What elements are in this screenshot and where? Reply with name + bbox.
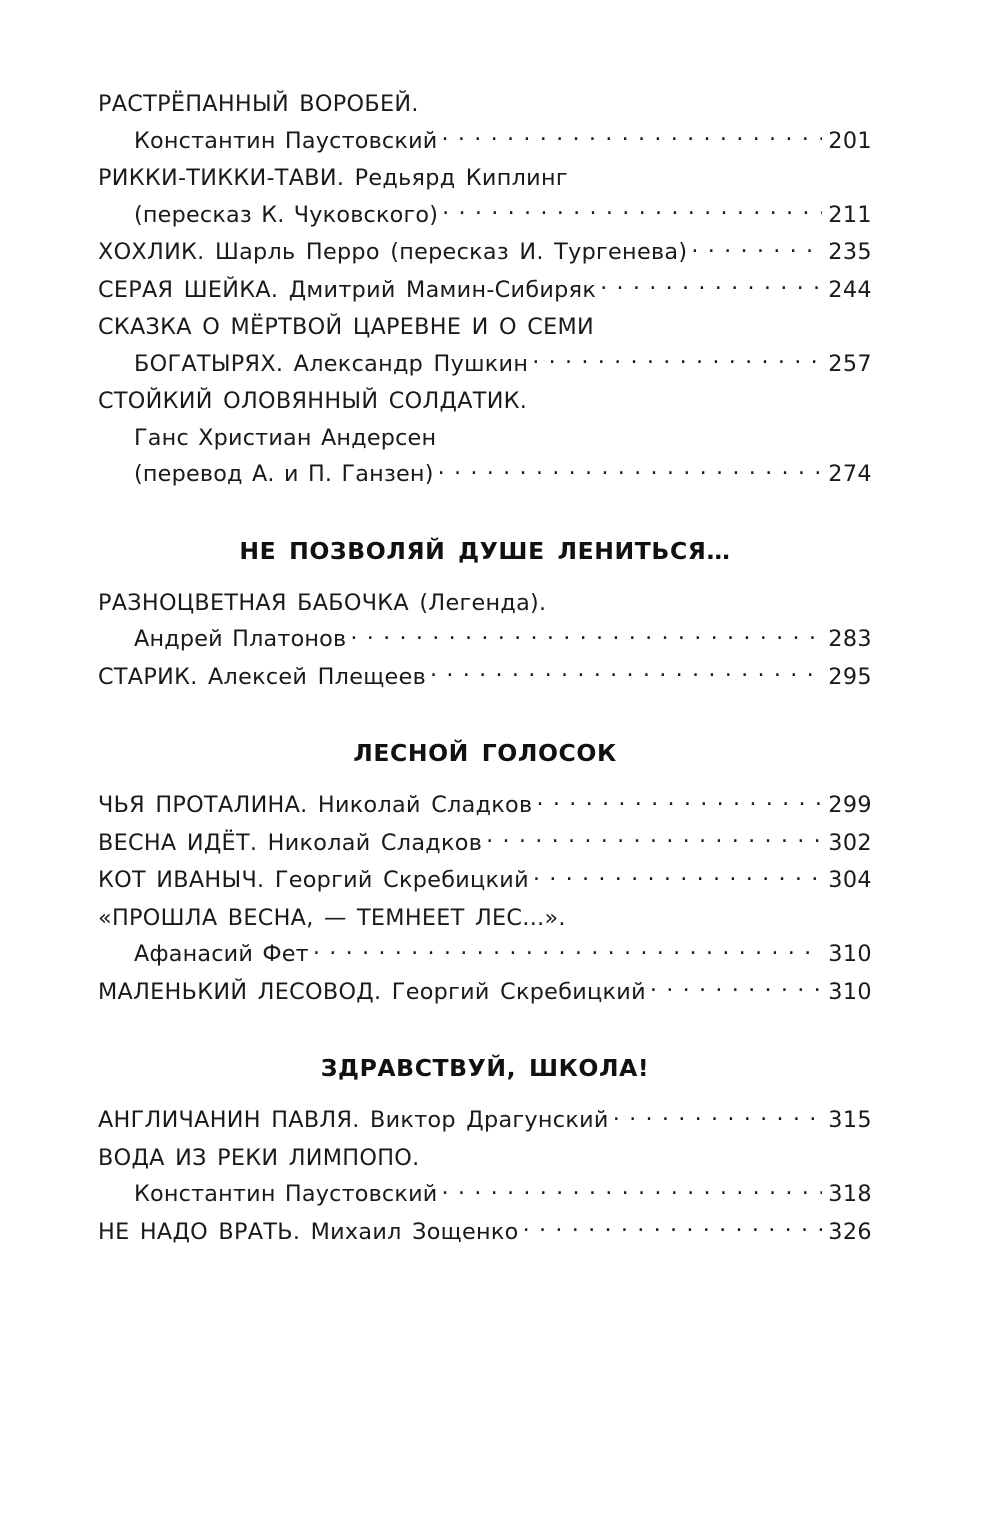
toc-entry-title: ЧЬЯ ПРОТАЛИНА. Николай Сладков	[98, 792, 533, 818]
dot-leader	[350, 624, 822, 646]
toc-entry-line	[98, 160, 872, 197]
toc-entry-line	[98, 86, 872, 123]
toc-page-number: 310	[828, 978, 872, 1005]
dot-leader	[430, 662, 822, 684]
toc-page-number: 201	[828, 127, 872, 154]
dot-leader	[486, 828, 822, 850]
toc-entry-title: ХОХЛИК. Шарль Перро (пересказ И. Тургенева)	[98, 239, 688, 265]
toc-entry-title: СТОЙКИЙ ОЛОВЯННЫЙ СОЛДАТИК.	[98, 388, 528, 414]
toc-entry-line	[98, 900, 872, 937]
toc-entry-line	[98, 197, 872, 234]
toc-page-number: 302	[828, 829, 872, 856]
toc-entry-title: Афанасий Фет	[134, 941, 309, 967]
toc-entry[interactable]	[98, 659, 872, 696]
dot-leader	[613, 1105, 822, 1127]
toc-entry[interactable]	[98, 585, 872, 658]
dot-leader	[441, 126, 822, 148]
toc-entry-line	[98, 862, 872, 899]
toc-entry-line	[98, 974, 872, 1011]
toc-entry-title: (перевод А. и П. Ганзен)	[134, 461, 434, 487]
dot-leader	[523, 1217, 822, 1239]
toc-entry-line	[98, 1176, 872, 1213]
toc-entry-line	[98, 346, 872, 383]
toc-entry-line	[98, 1214, 872, 1251]
toc-entry-line	[98, 309, 872, 346]
dot-leader	[532, 349, 822, 371]
toc-entry-line	[98, 787, 872, 824]
toc-entry-title: МАЛЕНЬКИЙ ЛЕСОВОД. Георгий Скребицкий	[98, 978, 646, 1005]
dot-leader	[691, 237, 822, 259]
toc-entry-title: «ПРОШЛА ВЕСНА, — ТЕМНЕЕТ ЛЕС...».	[98, 904, 566, 931]
section-heading: ЗДРАВСТВУЙ, ШКОЛА!	[320, 1054, 650, 1082]
dot-leader	[438, 459, 822, 481]
toc-page-number: 299	[828, 792, 872, 818]
section-heading: НЕ ПОЗВОЛЯЙ ДУШЕ ЛЕНИТЬСЯ…	[239, 536, 731, 565]
toc-entry-title: Андрей Платонов	[134, 626, 347, 652]
toc-page-number: 304	[828, 867, 872, 893]
toc-page-number: 318	[828, 1181, 872, 1207]
dot-leader	[313, 939, 822, 961]
toc-entry[interactable]	[98, 383, 872, 493]
toc-entry[interactable]	[98, 309, 872, 382]
toc-entry[interactable]	[98, 1214, 872, 1251]
toc-entry-title: АНГЛИЧАНИН ПАВЛЯ. Виктор Драгунский	[98, 1107, 609, 1133]
toc-entry-title: СЕРАЯ ШЕЙКА. Дмитрий Мамин-Сибиряк	[98, 276, 597, 303]
dot-leader	[533, 865, 822, 887]
dot-leader	[650, 977, 822, 999]
toc-page-number: 326	[828, 1218, 872, 1245]
toc-entry-title: СТАРИК. Алексей Плещеев	[98, 663, 427, 690]
dot-leader	[442, 200, 822, 222]
toc-entry[interactable]	[98, 234, 872, 271]
toc-page-number: 310	[828, 941, 872, 967]
table-of-contents	[98, 86, 872, 1250]
toc-entry-line	[98, 123, 872, 160]
toc-entry-line	[98, 234, 872, 271]
toc-entry-line	[98, 585, 872, 622]
toc-entry[interactable]	[98, 900, 872, 973]
toc-entry-title: ВОДА ИЗ РЕКИ ЛИМПОПО.	[98, 1144, 420, 1171]
toc-page-number: 295	[828, 663, 872, 690]
toc-entry[interactable]	[98, 86, 872, 159]
toc-entry-title: НЕ НАДО ВРАТЬ. Михаил Зощенко	[98, 1218, 519, 1245]
toc-entry[interactable]	[98, 974, 872, 1011]
toc-entry-line	[98, 621, 872, 658]
toc-entry-title: ВЕСНА ИДЁТ. Николай Сладков	[98, 829, 483, 856]
toc-page-number: 257	[828, 350, 872, 377]
toc-entry-line	[98, 1140, 872, 1177]
toc-page-number: 211	[828, 201, 872, 228]
toc-entry-line	[98, 272, 872, 309]
toc-entry-title: (пересказ К. Чуковского)	[134, 201, 439, 228]
toc-entry-title: Константин Паустовский	[134, 127, 438, 154]
toc-entry[interactable]	[98, 825, 872, 862]
toc-entry[interactable]	[98, 1102, 872, 1139]
toc-entry-title: КОТ ИВАНЫЧ. Георгий Скребицкий	[98, 867, 529, 893]
toc-entry-line	[98, 456, 872, 493]
toc-page-number: 235	[828, 239, 872, 265]
toc-entry-line	[98, 1102, 872, 1139]
toc-entry-title: РАСТРЁПАННЫЙ ВОРОБЕЙ.	[98, 91, 419, 117]
toc-entry-title: Ганс Христиан Андерсен	[134, 424, 437, 451]
toc-entry[interactable]	[98, 787, 872, 824]
toc-entry-title: РИККИ-ТИККИ-ТАВИ. Редьярд Киплинг	[98, 165, 568, 191]
toc-entry[interactable]	[98, 862, 872, 899]
toc-entry-title: БОГАТЫРЯХ. Александр Пушкин	[134, 350, 529, 377]
toc-entry[interactable]	[98, 272, 872, 309]
toc-page-number: 283	[828, 626, 872, 652]
toc-page-number: 274	[828, 461, 872, 487]
section-heading: ЛЕСНОЙ ГОЛОСОК	[353, 739, 617, 767]
toc-entry[interactable]	[98, 160, 872, 233]
dot-leader	[536, 790, 822, 812]
toc-entry-line	[98, 936, 872, 973]
toc-entry[interactable]	[98, 1140, 872, 1213]
toc-entry-line	[98, 659, 872, 696]
dot-leader	[600, 275, 822, 297]
toc-entry-line	[98, 383, 872, 420]
toc-page-number: 244	[828, 276, 872, 303]
toc-entry-line	[98, 420, 872, 457]
toc-entry-title: СКАЗКА О МЁРТВОЙ ЦАРЕВНЕ И О СЕМИ	[98, 314, 594, 340]
toc-entry-title: РАЗНОЦВЕТНАЯ БАБОЧКА (Легенда).	[98, 589, 547, 616]
toc-page-number: 315	[828, 1107, 872, 1133]
toc-entry-title: Константин Паустовский	[134, 1181, 438, 1207]
dot-leader	[441, 1179, 822, 1201]
toc-entry-line	[98, 825, 872, 862]
